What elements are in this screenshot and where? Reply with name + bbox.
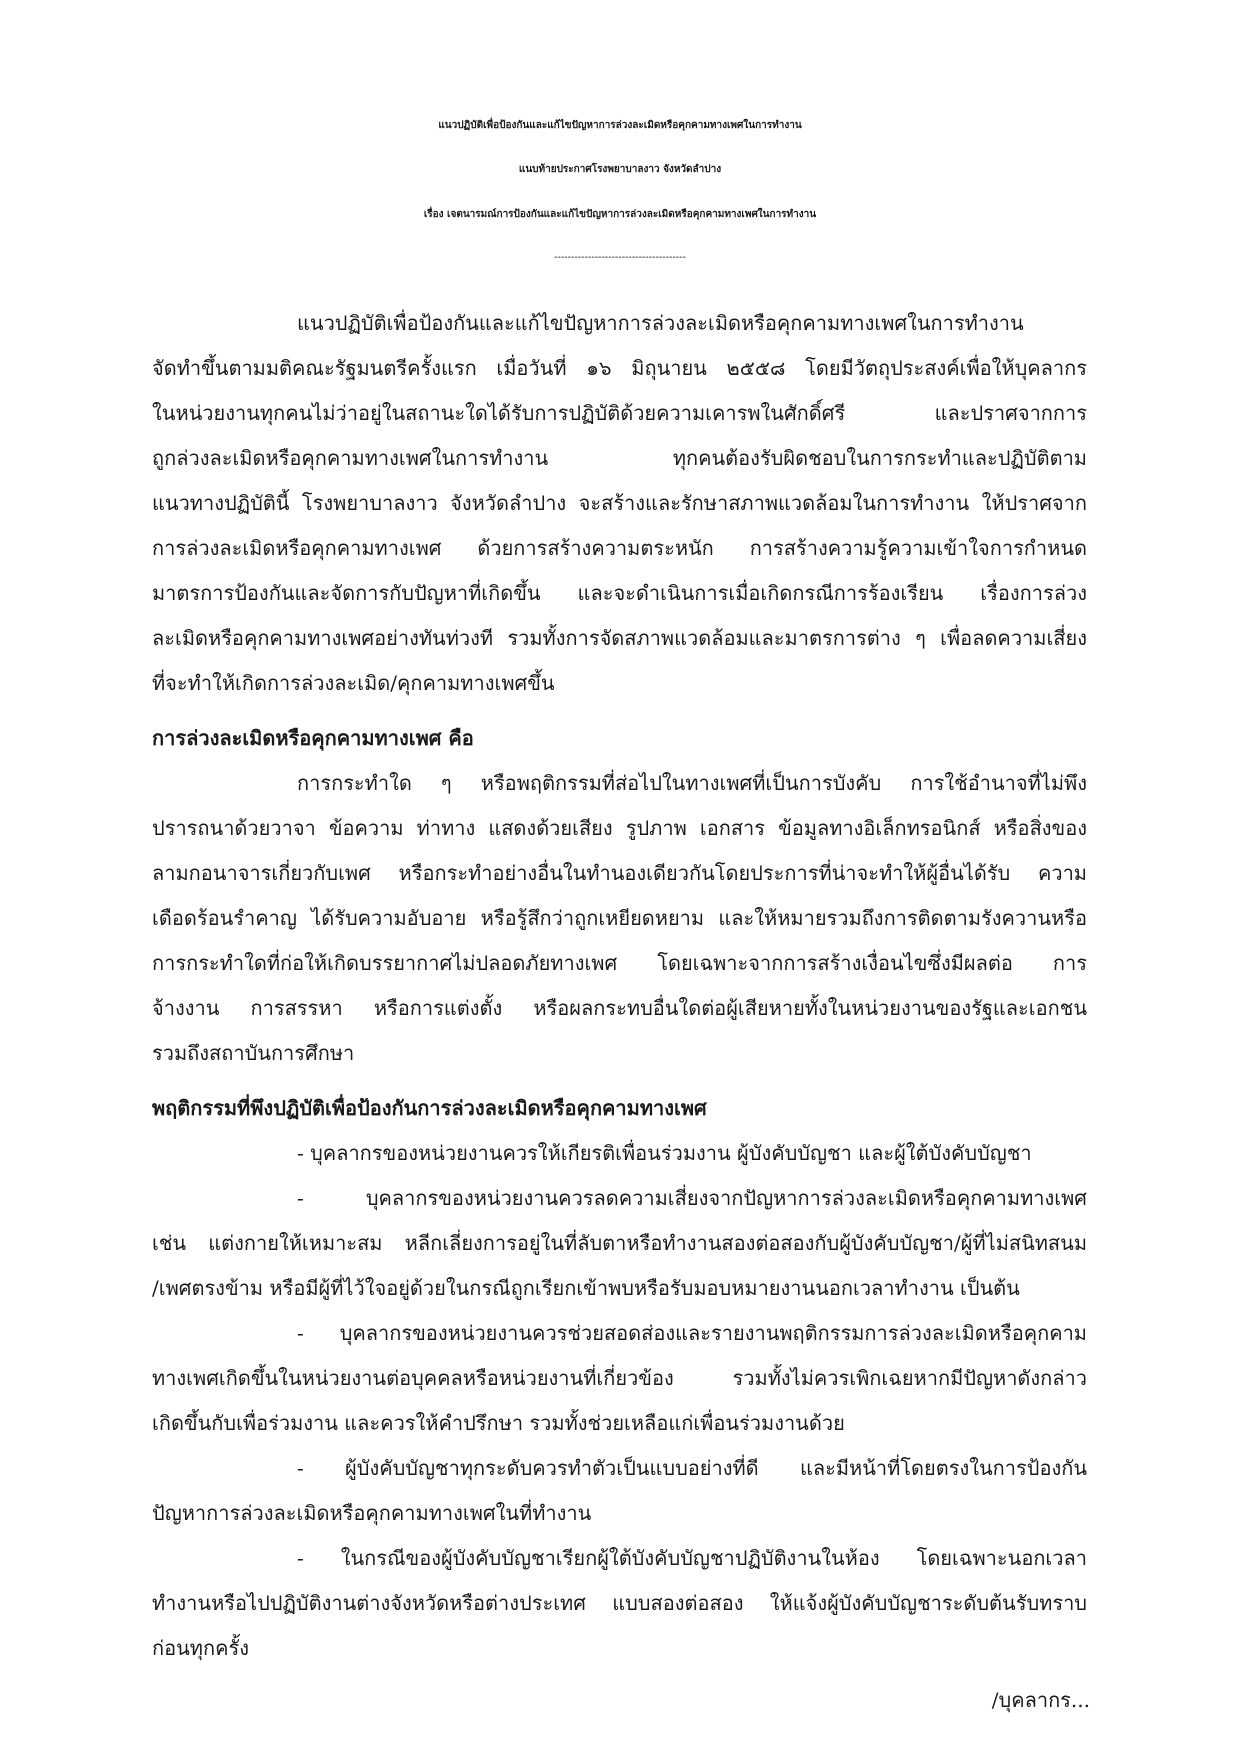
behavior-heading: พฤติกรรมที่พึงปฏิบัติเพื่อป้องกันการล่วงละเมิดหรือคุกคามทางเพศ [152,1096,707,1120]
behavior-line: - ในกรณีของผู้บังคับบัญชาเรียกผู้ใต้บังคับบัญชาปฏิบัติงานในห้อง โดยเฉพาะนอกเวลา [297,1546,1087,1570]
definition-line: ลามกอนาจารเกี่ยวกับเพศ หรือกระทำอย่างอื่นในทำนองเดียวกันโดยประการที่น่าจะทำให้ผู้อื่นได้รับ ความ [152,861,1087,885]
continuation-footer: /บุคลากร... [991,1688,1090,1712]
title-divider: --------------------------------------- [554,252,686,263]
behavior-line: ทางเพศเกิดขึ้นในหน่วยงานต่อบุคคลหรือหน่วยงานที่เกี่ยวข้อง รวมทั้งไม่ควรเพิกเฉยหากมีปัญหาดังกล่าว [152,1366,1087,1390]
behavior-line: - ผู้บังคับบัญชาทุกระดับควรทำตัวเป็นแบบอย่างที่ดี และมีหน้าที่โดยตรงในการป้องกัน [297,1456,1087,1480]
definition-line: รวมถึงสถาบันการศึกษา [152,1041,355,1065]
intro-line: การล่วงละเมิดหรือคุกคามทางเพศ ด้วยการสร้างความตระหนัก การสร้างความรู้ความเข้าใจการกำหนด [152,536,1087,560]
intro-line: จัดทำขึ้นตามมติคณะรัฐมนตรีครั้งแรก เมื่อวันที่ ๑๖ มิถุนายน ๒๕๕๘ โดยมีวัตถุประสงค์เพื่อให้บุคลากร [152,356,1087,380]
behavior-line: - บุคลากรของหน่วยงานควรช่วยสอดส่องและรายงานพฤติกรรมการล่วงละเมิดหรือคุกคาม [297,1321,1087,1345]
document-title-line-1: แนวปฏิบัติเพื่อป้องกันและแก้ไขปัญหาการล่วงละเมิดหรือคุกคามทางเพศในการทำงาน [438,120,802,131]
document-title-line-3: เรื่อง เจตนารมณ์การป้องกันและแก้ไขปัญหาการล่วงละเมิดหรือคุกคามทางเพศในการทำงาน [423,209,817,220]
behavior-line: ทำงานหรือไปปฏิบัติงานต่างจังหวัดหรือต่างประเทศ แบบสองต่อสอง ให้แจ้งผู้บังคับบัญชาระดับต้นรับทราบ [152,1591,1087,1615]
intro-line: ที่จะทำให้เกิดการล่วงละเมิด/คุกคามทางเพศขึ้น [152,671,555,695]
behavior-line: - บุคลากรของหน่วยงานควรให้เกียรติเพื่อนร่วมงาน ผู้บังคับบัญชา และผู้ใต้บังคับบัญชา [297,1141,1032,1165]
intro-line: ถูกล่วงละเมิดหรือคุกคามทางเพศในการทำงาน ทุกคนต้องรับผิดชอบในการกระทำและปฏิบัติตาม [152,446,1087,470]
behavior-line: ปัญหาการล่วงละเมิดหรือคุกคามทางเพศในที่ทำงาน [152,1501,592,1525]
behavior-line: ก่อนทุกครั้ง [152,1636,249,1660]
intro-line: แนวทางปฏิบัตินี้ โรงพยาบาลงาว จังหวัดลำปาง จะสร้างและรักษาสภาพแวดล้อมในการทำงาน ให้ปราศจาก [152,491,1087,515]
document-title-line-2: แนบท้ายประกาศโรงพยาบาลงาว จังหวัดลำปาง [518,164,722,175]
definition-heading: การล่วงละเมิดหรือคุกคามทางเพศ คือ [152,726,474,750]
definition-line: การกระทำใด ๆ หรือพฤติกรรมที่ส่อไปในทางเพศที่เป็นการบังคับ การใช้อำนาจที่ไม่พึง [297,771,1087,795]
definition-line: จ้างงาน การสรรหา หรือการแต่งตั้ง หรือผลกระทบอื่นใดต่อผู้เสียหายทั้งในหน่วยงานของรัฐและเอกชน [152,996,1087,1020]
definition-line: ปรารถนาด้วยวาจา ข้อความ ท่าทาง แสดงด้วยเสียง รูปภาพ เอกสาร ข้อมูลทางอิเล็กทรอนิกส์ หรือสิ่งของ [152,816,1087,840]
behavior-line: เกิดขึ้นกับเพื่อร่วมงาน และควรให้คำปรึกษา รวมทั้งช่วยเหลือแก่เพื่อนร่วมงานด้วย [152,1411,845,1435]
intro-line: แนวปฏิบัติเพื่อป้องกันและแก้ไขปัญหาการล่วงละเมิดหรือคุกคามทางเพศในการทำงาน [297,311,1024,335]
intro-line: ละเมิดหรือคุกคามทางเพศอย่างทันท่วงที รวมทั้งการจัดสภาพแวดล้อมและมาตรการต่าง ๆ เพื่อลดความเสี่ยง [152,626,1087,650]
intro-line: ในหน่วยงานทุกคนไม่ว่าอยู่ในสถานะใดได้รับการปฏิบัติด้วยความเคารพในศักดิ์ศรี และปราศจากการ [152,401,1087,425]
behavior-line: เช่น แต่งกายให้เหมาะสม หลีกเลี่ยงการอยู่ในที่ลับตาหรือทำงานสองต่อสองกับผู้บังคับบัญชา/ผู้ที่ไม่สนิทสนม [152,1231,1087,1255]
behavior-line: - บุคลากรของหน่วยงานควรลดความเสี่ยงจากปัญหาการล่วงละเมิดหรือคุกคามทางเพศ [297,1186,1087,1210]
behavior-line: /เพศตรงข้าม หรือมีผู้ที่ไว้ใจอยู่ด้วยในกรณีถูกเรียกเข้าพบหรือรับมอบหมายงานนอกเวลาทำงาน เป็นต้น [152,1276,1020,1300]
intro-line: มาตรการป้องกันและจัดการกับปัญหาที่เกิดขึ้น และจะดำเนินการเมื่อเกิดกรณีการร้องเรียน เรื่องการล่วง [152,581,1087,605]
definition-line: การกระทำใดที่ก่อให้เกิดบรรยากาศไม่ปลอดภัยทางเพศ โดยเฉพาะจากการสร้างเงื่อนไขซึ่งมีผลต่อ การ [152,951,1087,975]
definition-line: เดือดร้อนรำคาญ ได้รับความอับอาย หรือรู้สึกว่าถูกเหยียดหยาม และให้หมายรวมถึงการติดตามรังควานหรือ [152,906,1087,930]
